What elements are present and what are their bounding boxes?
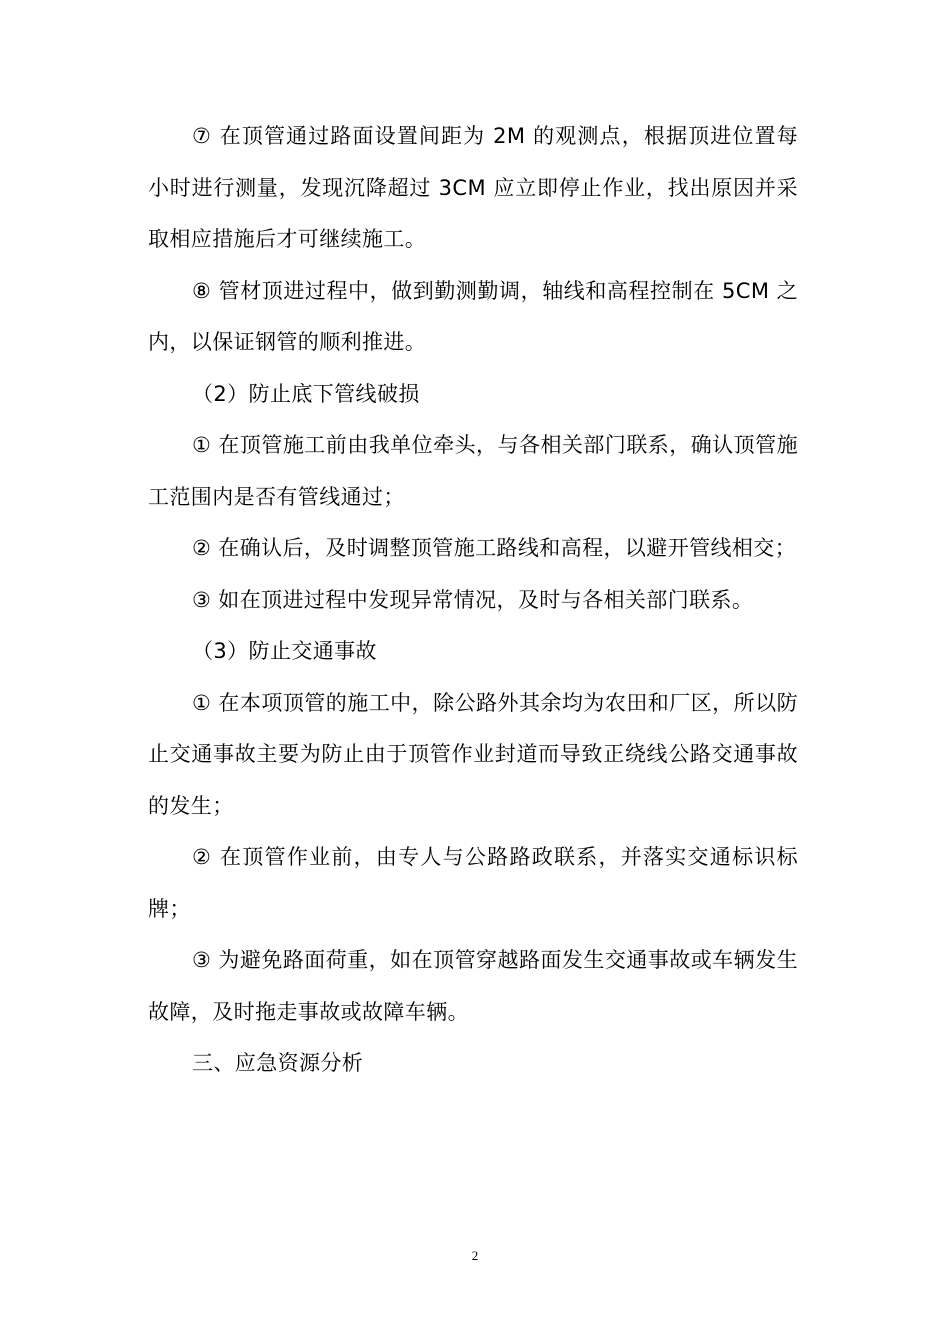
document-body bbox=[148, 111, 798, 1090]
paragraph-road-administration: ② 在顶管作业前，由专人与公路路政联系，并落实交通标识标牌； bbox=[148, 845, 798, 921]
paragraph-abnormal-situation: ③ 如在顶进过程中发现异常情况，及时与各相关部门联系。 bbox=[192, 587, 754, 612]
paragraph-traffic-prevention: ① 在本项顶管的施工中，除公路外其余均为农田和厂区，所以防止交通事故主要为防止由于顶管作业封道而导致正绕线公路交通事故的发生； bbox=[148, 690, 798, 818]
section-heading-traffic-accident: （3）防止交通事故 bbox=[192, 639, 377, 663]
paragraph-vehicle-removal: ③ 为避免路面荷重，如在顶管穿越路面发生交通事故或车辆发生故障，及时拖走事故或故障车辆。 bbox=[148, 948, 798, 1024]
paragraph-observation-points: ⑦ 在顶管通过路面设置间距为 2M 的观测点，根据顶进位置每小时进行测量，发现沉降超过 3CM 应立即停止作业，找出原因并采取相应措施后才可继续施工。 bbox=[148, 124, 798, 251]
paragraph-pipeline-survey: ① 在顶管施工前由我单位牵头，与各相关部门联系，确认顶管施工范围内是否有管线通过； bbox=[148, 433, 798, 509]
paragraph-route-adjustment: ② 在确认后，及时调整顶管施工路线和高程，以避开管线相交； bbox=[192, 536, 797, 560]
section-heading-emergency-resources: 三、应急资源分析 bbox=[192, 1051, 364, 1075]
paragraph-pipe-jacking-control: ⑧ 管材顶进过程中，做到勤测勤调，轴线和高程控制在 5CM 之内，以保证钢管的顺利推进。 bbox=[148, 278, 798, 354]
page-number: 2 bbox=[471, 1248, 479, 1263]
section-heading-pipeline-damage: （2）防止底下管线破损 bbox=[192, 381, 420, 406]
